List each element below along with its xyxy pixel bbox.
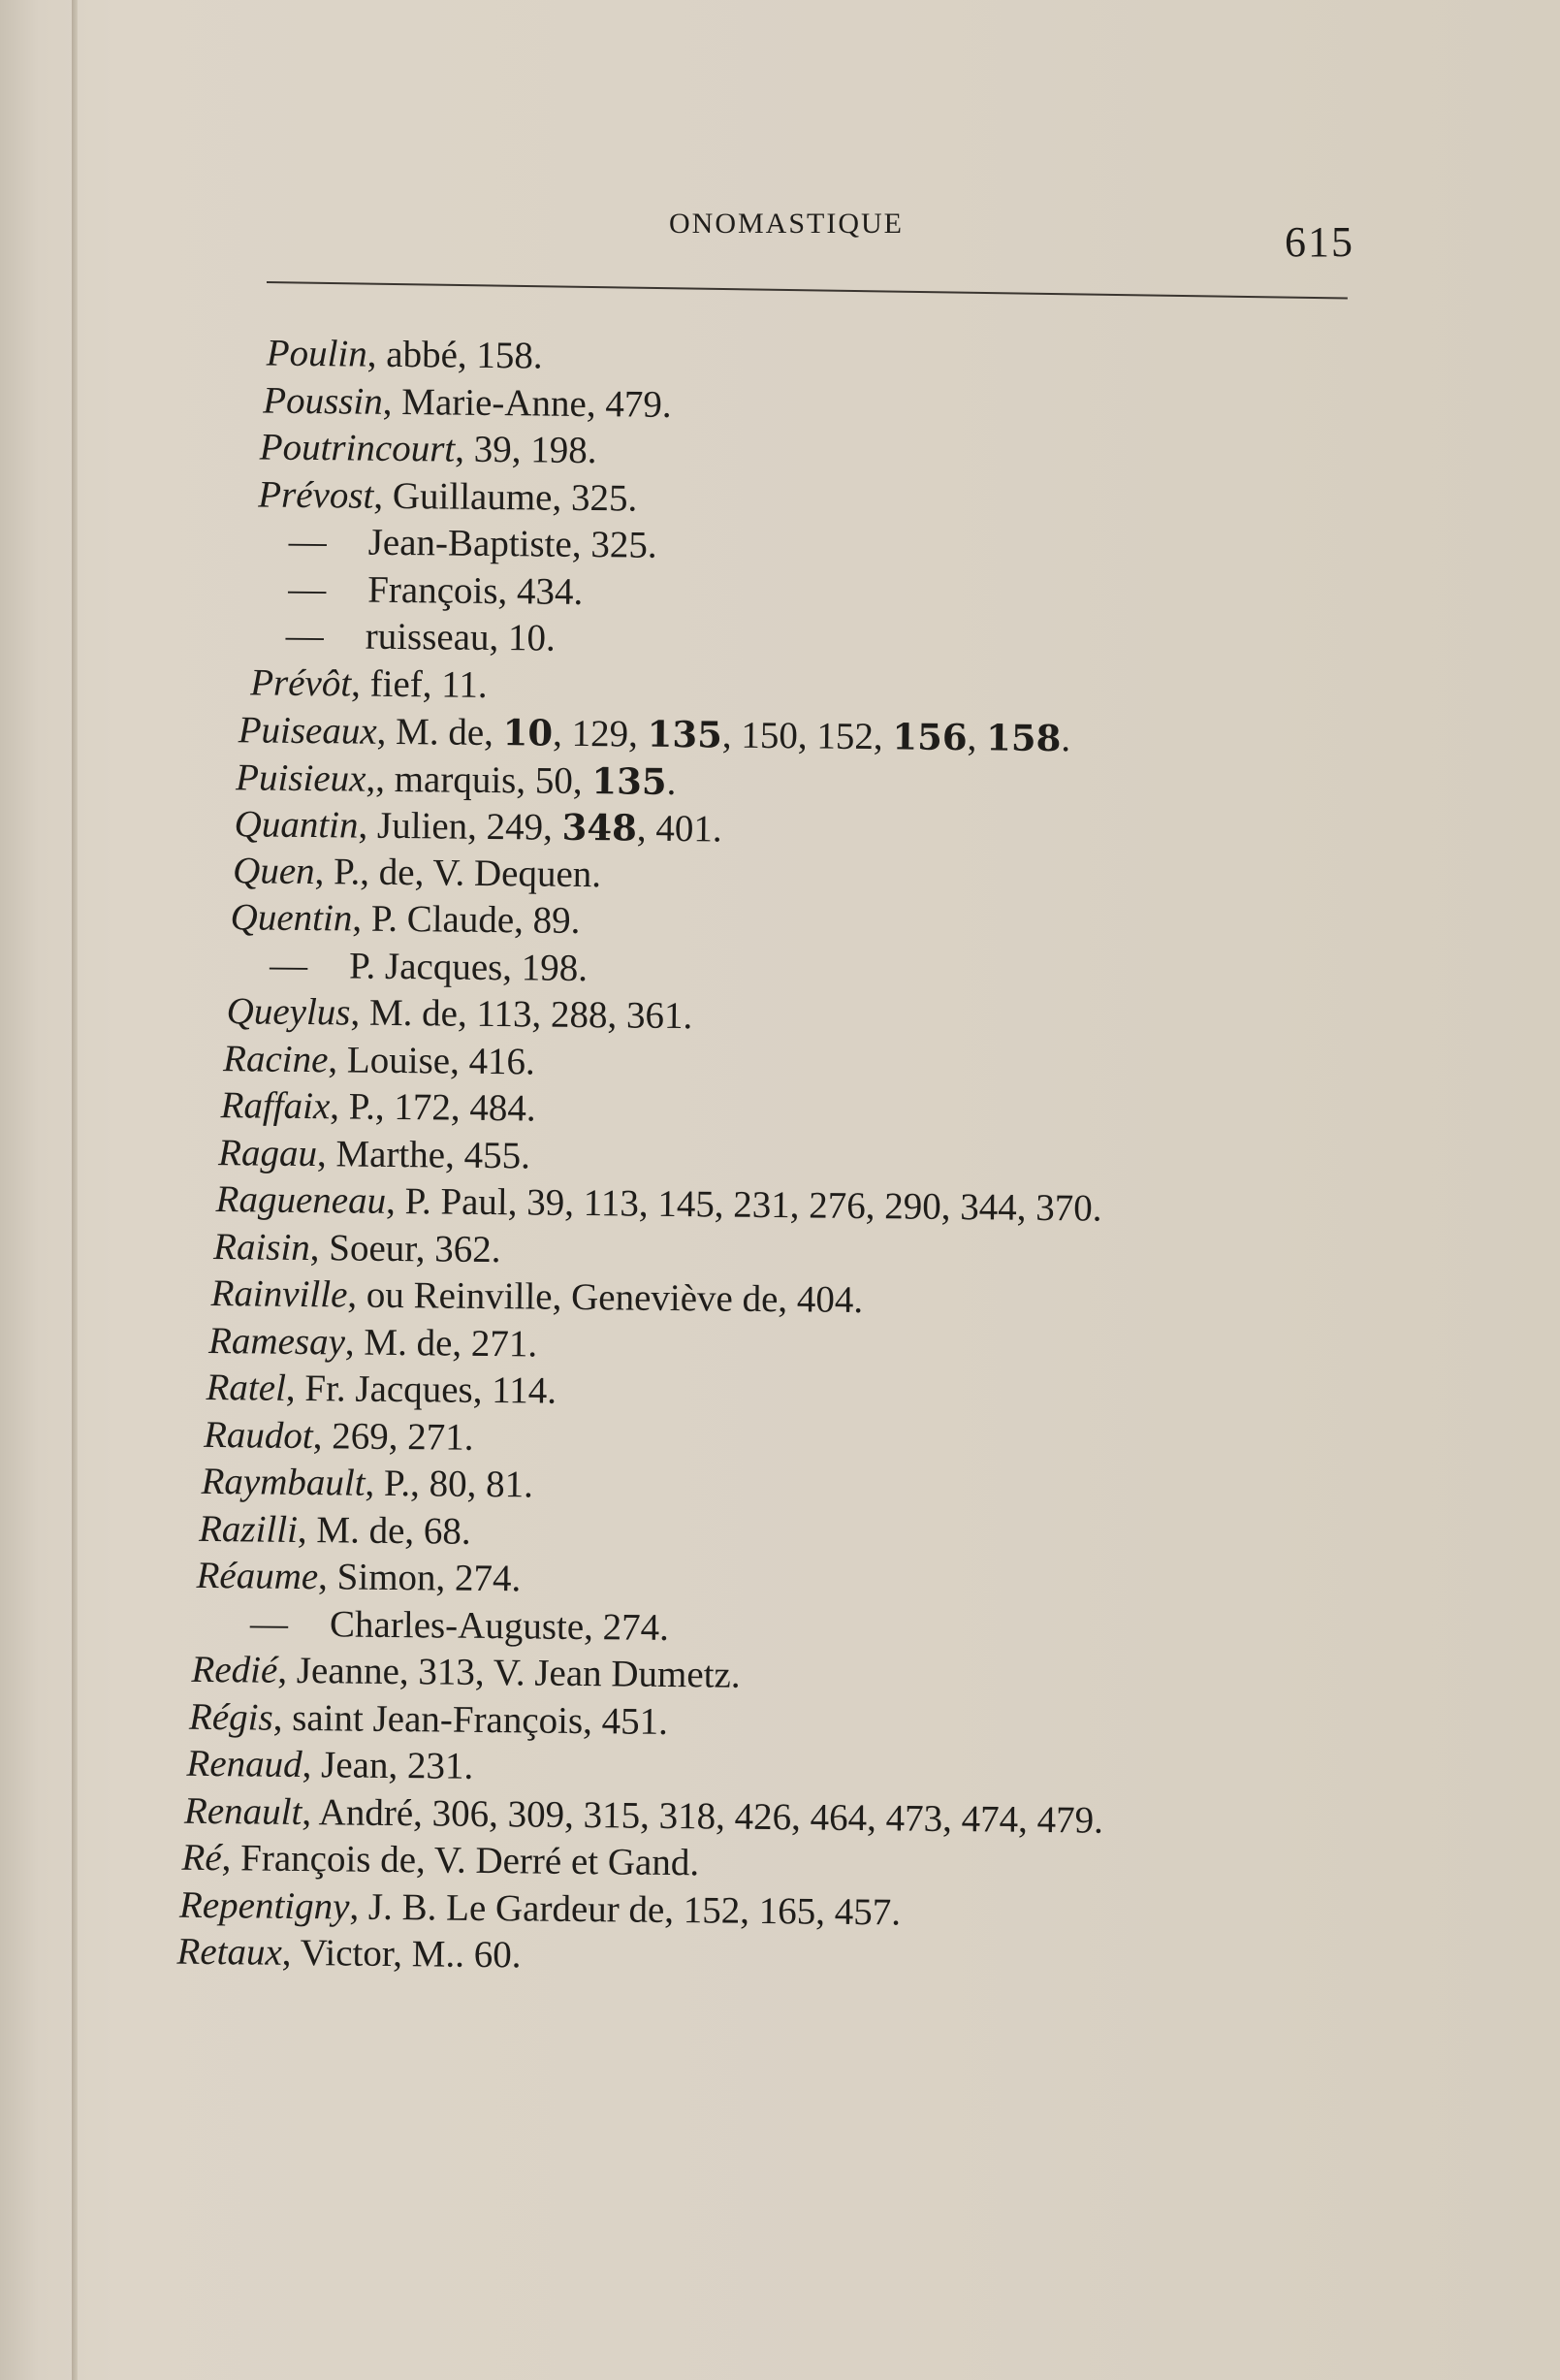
entry-name: Ramesay <box>207 1319 346 1363</box>
entry-dash: — <box>285 614 324 658</box>
entry-name: Quen <box>232 849 315 892</box>
page-title: ONOMASTIQUE <box>669 208 904 240</box>
entry-text: , André, 306, 309, 315, 318, 426, 464, 473, 474, 479. <box>302 1790 1104 1842</box>
entry-text: François, 434. <box>367 568 584 613</box>
entry-name: Puisieux <box>235 756 366 800</box>
entry-text: , <box>967 717 987 759</box>
entry-dash: — <box>288 567 327 610</box>
entry-bold-ref: 156 <box>892 715 968 759</box>
entry-name: Retaux <box>176 1930 283 1974</box>
entry-text: , Fr. Jacques, 114. <box>285 1367 557 1412</box>
entry-name: Quantin <box>234 803 359 847</box>
entry-text: , Julien, 249, <box>358 804 562 849</box>
entry-text: , M. de, <box>376 710 503 755</box>
entry-name: Prévôt <box>249 660 352 704</box>
entry-name: Redié <box>191 1648 278 1691</box>
entry-text: , P., de, V. Dequen. <box>314 850 602 895</box>
entry-text: , P., 80, 81. <box>365 1462 534 1506</box>
entry-name: Ragau <box>217 1131 318 1174</box>
entry-dash: — <box>269 944 308 986</box>
entry-name: Queylus <box>226 990 351 1034</box>
entry-text: . <box>666 760 677 803</box>
entry-text: , Jean, 231. <box>302 1744 474 1787</box>
entry-name: Ragueneau <box>215 1178 387 1222</box>
entry-name: Poulin <box>266 332 367 375</box>
entry-text: , Jeanne, 313, V. Jean Dumetz. <box>277 1649 741 1696</box>
entry-text: , saint Jean-François, 451. <box>272 1696 669 1743</box>
entry-name: Puiseaux <box>238 709 377 753</box>
entry-text: ,, marquis, 50, <box>366 757 592 802</box>
entry-name: Réaume <box>196 1554 319 1598</box>
entry-text: , ou Reinville, Geneviève de, 404. <box>347 1273 864 1322</box>
entry-bold-ref: 135 <box>647 712 723 756</box>
entry-text: , abbé, 158. <box>366 333 543 377</box>
index-entries <box>0 328 1560 2119</box>
entry-name: Quentin <box>230 896 353 940</box>
entry-bold-ref: 10 <box>502 711 554 755</box>
entry-name: Régis <box>188 1695 273 1739</box>
entry-text: ruisseau, 10. <box>365 615 557 659</box>
entry-text: , M. de, 271. <box>344 1320 538 1366</box>
entry-bold-ref: 348 <box>561 805 638 850</box>
entry-text: , Marie-Anne, 479. <box>382 380 672 426</box>
header-rule <box>267 281 1348 300</box>
entry-name: Poutrincourt <box>259 426 456 470</box>
entry-name: Renault <box>183 1789 302 1833</box>
entry-text: , P., 172, 484. <box>330 1085 536 1130</box>
entry-text: , Guillaume, 325. <box>373 474 638 520</box>
entry-name: Raudot <box>203 1413 313 1457</box>
entry-text: . <box>1061 718 1071 760</box>
entry-name: Repentigny <box>178 1883 350 1928</box>
entry-name: Raffaix <box>220 1084 331 1128</box>
entry-text: , Louise, 416. <box>328 1038 536 1082</box>
entry-dash: — <box>288 520 327 563</box>
entry-name: Ratel <box>206 1366 287 1409</box>
entry-name: Poussin <box>263 379 384 423</box>
entry-text: , Marthe, 455. <box>316 1132 531 1176</box>
entry-text: , François de, V. Derré et Gand. <box>221 1837 700 1884</box>
entry-name: Racine <box>222 1037 329 1080</box>
entry-text: , Simon, 274. <box>317 1556 522 1600</box>
entry-name: Prévost <box>258 472 374 517</box>
entry-name: Ré <box>181 1836 222 1880</box>
entry-dash: — <box>249 1601 289 1645</box>
entry-name: Raisin <box>212 1225 311 1269</box>
entry-text: , 129, <box>552 712 648 756</box>
entry-text: , 150, 152, <box>721 714 893 758</box>
entry-text: , M. de, 113, 288, 361. <box>350 991 693 1038</box>
entry-text: , Soeur, 362. <box>309 1226 501 1270</box>
entry-text: , Victor, M.. 60. <box>281 1931 522 1977</box>
entry-bold-ref: 158 <box>985 716 1062 760</box>
entry-name: Renaud <box>186 1742 302 1786</box>
entry-name: Rainville <box>210 1272 348 1316</box>
page-number: 615 <box>1285 218 1354 266</box>
entry-text: , M. de, 68. <box>297 1508 471 1553</box>
entry-text: , 39, 198. <box>455 428 597 472</box>
entry-bold-ref: 135 <box>591 758 667 803</box>
entry-text: , 401. <box>636 807 722 851</box>
running-head <box>0 208 1560 266</box>
entry-name: Razilli <box>198 1507 299 1551</box>
entry-name: Raymbault <box>201 1460 366 1504</box>
entry-text: , J. B. Le Gardeur de, 152, 165, 457. <box>349 1885 902 1933</box>
entry-text: Jean-Baptiste, 325. <box>367 521 657 566</box>
entry-text: , P. Claude, 89. <box>352 897 581 942</box>
entry-text: P. Jacques, 198. <box>348 944 589 989</box>
entry-text: , fief, 11. <box>350 661 488 706</box>
entry-text: Charles-Auguste, 274. <box>329 1602 670 1649</box>
entry-text: , 269, 271. <box>312 1414 474 1459</box>
entry-text: , P. Paul, 39, 113, 145, 231, 276, 290, 344, 370. <box>385 1179 1102 1230</box>
